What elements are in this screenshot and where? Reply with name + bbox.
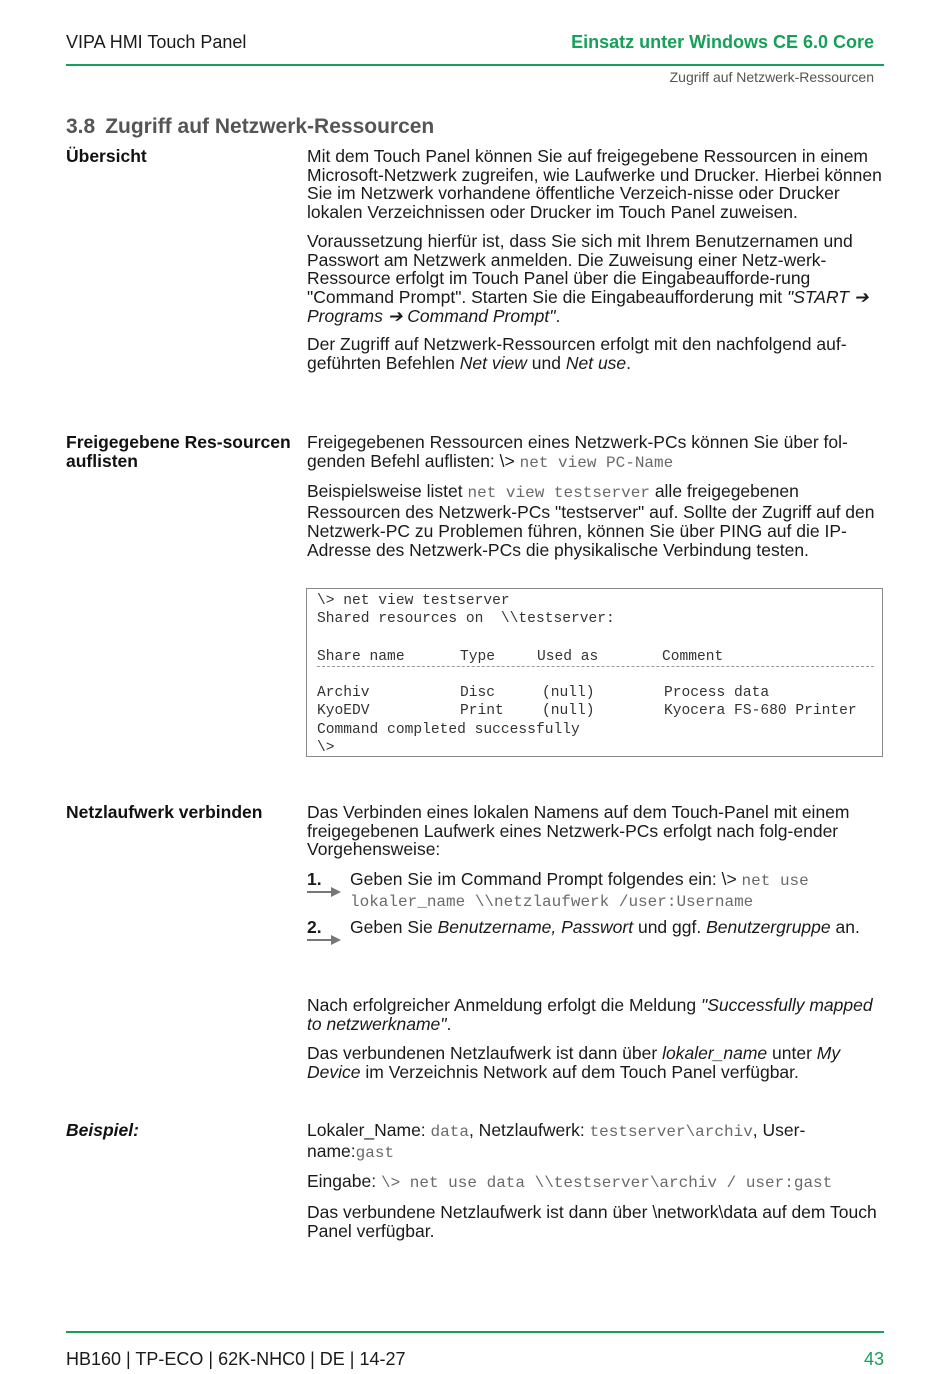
terminal-row-share: KyoEDV: [317, 703, 370, 719]
list-shares-paragraph-1-text: Freigegebenen Ressourcen eines Netzwerk-PCs können Sie über fol-genden Befehl auflisten: \>: [307, 432, 848, 471]
step-2-text: [350, 918, 885, 937]
connect-after-1-text: Nach erfolgreicher Anmeldung erfolgt die Meldung: [307, 995, 697, 1015]
terminal-col-comment: Comment: [662, 649, 724, 665]
footer-document-id: HB160 | TP-ECO | 62K-NHC0 | DE | 14-27: [66, 1349, 406, 1369]
step-2-number: 2.: [307, 917, 322, 937]
section-title: Zugriff auf Netzwerk-Ressourcen: [105, 115, 435, 138]
overview-paragraph-2-text: Voraussetzung hierfür ist, dass Sie sich mit Ihrem Benutzernamen und Passwort am Netzwerk anmelden. Die Zuweisung einer Netz-werk-Ressource erfolgt im Touch Panel über die Eingabeaufforde-rung "Command Prompt". Starten Sie die Eingabeaufforderung mit: [307, 230, 853, 307]
connect-intro: Das Verbinden eines lokalen Namens auf dem Touch-Panel mit einem freigegebenen Laufwerk eines Netzwerk-PCs erfolgt nach folg-ender Vorgehensweise:: [307, 802, 850, 860]
step-2-text-e: an.: [835, 917, 860, 937]
terminal-row-used: (null): [542, 703, 595, 719]
arrow-right-icon: ➔: [853, 286, 869, 307]
connect-body: [307, 803, 885, 1103]
connect-after-1: [307, 996, 885, 1033]
step-2-usergroup: Benutzergruppe: [706, 917, 831, 937]
connect-after-2-text-e: im Verzeichnis Network auf dem Touch Panel verfügbar.: [365, 1061, 799, 1082]
overview-body: [307, 147, 885, 383]
footer-divider: [66, 1331, 884, 1333]
terminal-row-comment: Process data: [664, 685, 770, 701]
example-netdrive-label: , Netzlaufwerk:: [468, 1120, 585, 1140]
example-paragraph-1: [307, 1121, 885, 1162]
and-word: und: [531, 353, 561, 374]
success-message: "Successfully mapped to netzwerkname": [307, 995, 873, 1034]
overview-paragraph-3-text: Der Zugriff auf Netzwerk-Ressourcen erfolgt mit den nachfolgend auf-geführten Befehlen: [307, 334, 847, 374]
overview-paragraph-2: [307, 232, 885, 326]
path-start: "START: [787, 286, 849, 307]
lokaler-name-term: lokaler_name: [662, 1043, 768, 1063]
terminal-col-used: Used as: [537, 649, 599, 665]
overview-paragraph-3: [307, 335, 885, 372]
list-shares-body: [307, 433, 885, 569]
step-2-text-c: und ggf.: [637, 917, 702, 937]
step-2-text-a: Geben Sie: [350, 917, 433, 937]
example-username-label: , User-name:: [307, 1120, 806, 1161]
step-1-instruction: Geben Sie im Command Prompt folgendes ein: \>: [350, 869, 737, 889]
step-arrow-icon: [307, 887, 341, 897]
code-data: data: [430, 1123, 469, 1141]
terminal-row-comment: Kyocera FS-680 Printer: [664, 703, 857, 719]
terminal-line-completed: Command completed successfully: [317, 722, 580, 738]
code-net-use-username: net use lokaler_name \\netzlaufwerk /user:Username: [350, 872, 809, 911]
section-number: 3.8: [66, 115, 96, 138]
code-testserver-archiv: testserver\archiv: [589, 1123, 753, 1141]
terminal-row-share: Archiv: [317, 685, 370, 701]
example-input-label: Eingabe:: [307, 1171, 377, 1192]
connect-after-2: [307, 1044, 885, 1081]
header-divider: [66, 64, 884, 66]
list-shares-paragraph-2-text-b: alle freigegebenen Ressourcen des Netzwerk-PCs "testserver" auf. Sollte der Zugriff auf den Netzwerk-PC zu Problemen führen, können Sie über PING auf die IP-Adresse des Netzwerk-PCs die physikalische Verbindung testen.: [307, 481, 875, 560]
terminal-row-used: (null): [542, 685, 595, 701]
section-heading: [66, 115, 434, 139]
connect-label: Netzlaufwerk verbinden: [66, 802, 263, 822]
step-2-credentials: Benutzername, Passwort: [437, 917, 634, 937]
terminal-line-shared: Shared resources on \\testserver:: [317, 611, 615, 627]
list-shares-paragraph-2-text-a: Beispielsweise listet: [307, 481, 463, 502]
example-paragraph-2: [307, 1172, 885, 1193]
arrow-right-icon: ➔: [387, 305, 403, 326]
header-product: VIPA HMI Touch Panel: [66, 32, 247, 52]
example-paragraph-3: Das verbundene Netzlaufwerk ist dann über \network\data auf dem Touch Panel verfügbar.: [307, 1202, 877, 1241]
list-shares-label: Freigegebene Res-sourcen auflisten: [66, 432, 291, 471]
step-1-number: 1.: [307, 869, 322, 889]
list-shares-paragraph-2: [307, 482, 885, 559]
path-programs: Programs: [307, 305, 383, 326]
header-chapter: Einsatz unter Windows CE 6.0 Core: [571, 32, 874, 52]
terminal-separator: [317, 666, 874, 667]
example-local-name-label: Lokaler_Name:: [307, 1120, 426, 1140]
period: .: [626, 353, 632, 374]
terminal-line-prompt: \>: [317, 740, 335, 756]
terminal-row-type: Print: [460, 703, 504, 719]
terminal-col-share: Share name: [317, 649, 405, 665]
page-number: 43: [863, 1349, 884, 1369]
connect-after-2-text-c: unter: [772, 1043, 812, 1063]
code-net-view-pc-name: net view PC-Name: [519, 453, 674, 472]
net-view-term: Net view: [459, 353, 527, 374]
step-arrow-icon: [307, 935, 341, 945]
period: .: [555, 305, 561, 326]
list-shares-paragraph-1: [307, 433, 885, 472]
terminal-col-type: Type: [460, 649, 496, 665]
code-net-view-testserver: net view testserver: [467, 484, 650, 503]
code-net-use-data: \> net use data \\testserver\archiv / user:gast: [380, 1174, 833, 1193]
net-use-term: Net use: [565, 353, 627, 374]
path-command-prompt: Command Prompt": [407, 305, 556, 326]
terminal-line-command: \> net view testserver: [317, 593, 510, 609]
my-device-term: My Device: [307, 1043, 841, 1082]
step-1-text: [350, 870, 885, 911]
connect-after-2-text-a: Das verbundenen Netzlaufwerk ist dann über: [307, 1043, 658, 1063]
overview-label: Übersicht: [66, 146, 147, 166]
terminal-output-box: [306, 588, 883, 757]
header-subsection: Zugriff auf Netzwerk-Ressourcen: [669, 69, 874, 85]
example-body: [307, 1121, 885, 1251]
code-gast: gast: [355, 1143, 395, 1162]
terminal-row-type: Disc: [460, 685, 496, 701]
overview-paragraph-1: Mit dem Touch Panel können Sie auf freigegebene Ressourcen in einem Microsoft-Netzwerk zugreifen, wie Laufwerke und Drucker. Hierbei können Sie im Netzwerk vorhandene öffentliche Verzeich-nisse oder Drucker lokalen Verzeichnissen oder Drucker im Touch Panel zuweisen.: [307, 146, 882, 223]
period: .: [446, 1013, 452, 1034]
example-label: Beispiel:: [66, 1120, 139, 1140]
